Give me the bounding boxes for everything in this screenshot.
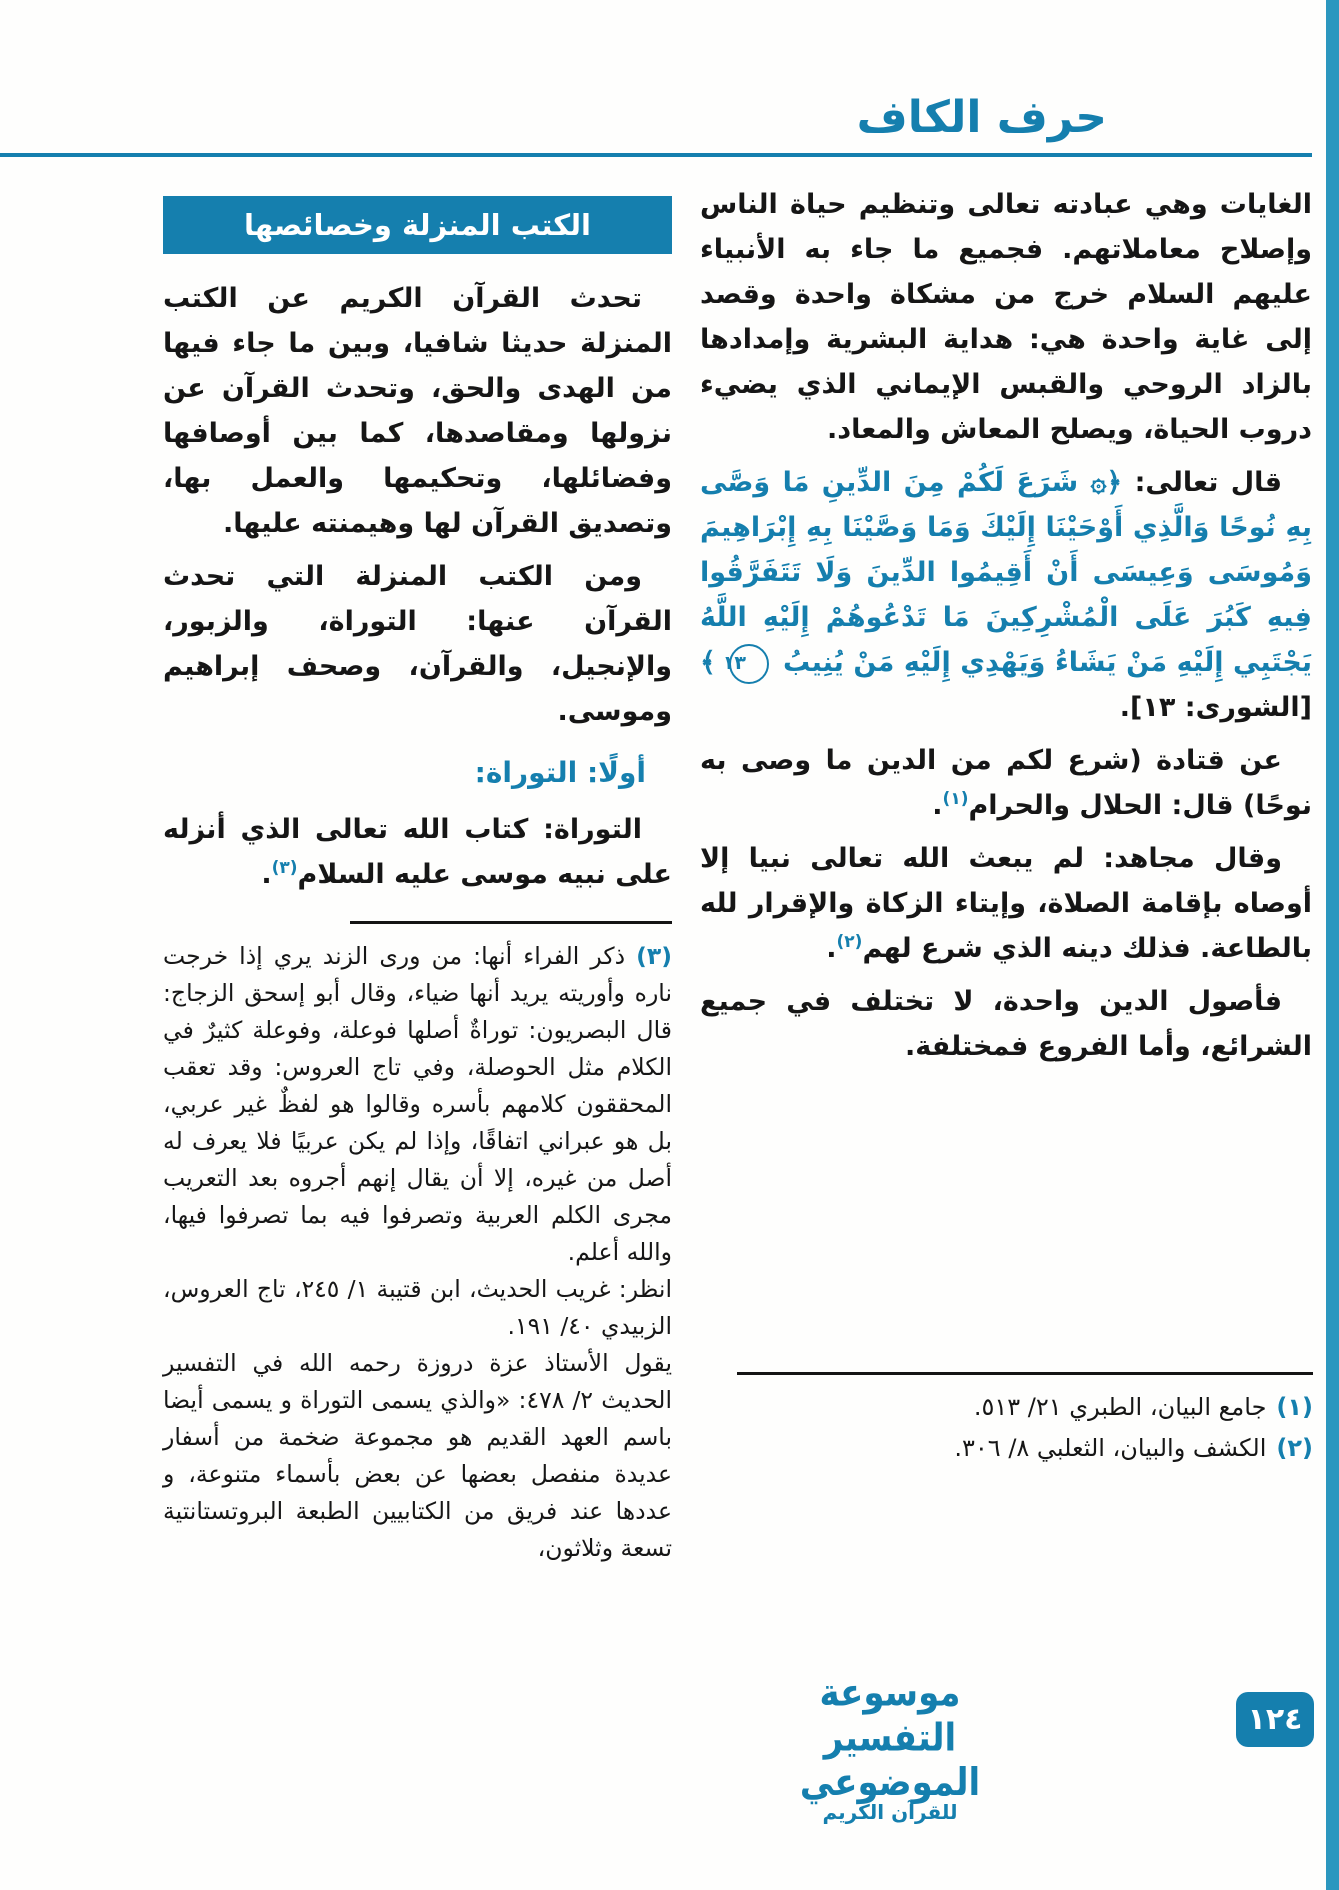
footnote-3-text: ذكر الفراء أنها: من ورى الزند يري إذا خرجت ناره وأوريته يريد أنها ضياء، وقال أبو إسحق الزجاج: قال البصريون: توراةٌ أصلها فوعلة، وفوعلة كثيرٌ في الكلام مثل الحوصلة، وفي تاج العروس: وقد تعقب المحققون كلامهم بأسره وقالوا هو لفظٌ غير عربي، بل هو عبراني اتفاقًا، وإذا لم يكن عربيًا فلا يعرف له أصل من غيره، إلا أن يقال إنهم أجروه بعد التعريب مجرى الكلم العربية وتصرفوا فيه بما تصرفوا فيها، والله أعلم. bbox=[163, 942, 672, 1266]
reference-1-text: جامع البيان، الطبري ٢١/ ٥١٣. bbox=[973, 1393, 1267, 1421]
verse-paragraph bbox=[700, 460, 1312, 730]
verse-lead: قال تعالى: bbox=[1134, 467, 1283, 498]
ayah-number-ornament: ١٣ bbox=[729, 644, 769, 684]
footnote-separator-right bbox=[737, 1372, 1313, 1375]
paragraph-tawrah-def bbox=[163, 807, 672, 897]
main-column bbox=[700, 182, 1312, 1077]
reference-1-number: (١) bbox=[1276, 1393, 1313, 1421]
emblem-title: موسوعة التفسير الموضوعي bbox=[799, 1670, 981, 1806]
chapter-title: حرف الكاف bbox=[856, 92, 1107, 143]
paragraph-qatada-text: عن قتادة (شرع لكم من الدين ما وصى به نوحًا) قال: الحلال والحرام bbox=[700, 745, 1312, 821]
emblem-subtitle: للقرآن الكريم bbox=[822, 1800, 958, 1824]
paragraph-books-intro: تحدث القرآن الكريم عن الكتب المنزلة حديثا شافيا، وبين ما جاء فيها من الهدى والحق، وتحدث القرآن عن نزولها ومقاصدها، كما بين أوصافها وفضائلها، وتحكيمها والعمل بها، وتصديق القرآن لها وهيمنته عليها. bbox=[163, 283, 672, 539]
reference-2 bbox=[737, 1428, 1313, 1469]
footnote-3-number: (٣) bbox=[636, 942, 672, 970]
paragraph-tawrah-def-text: التوراة: كتاب الله تعالى الذي أنزله على نبيه موسى عليه السلام bbox=[163, 814, 672, 890]
verse-open-ornament: ﴿۞ bbox=[1090, 467, 1123, 498]
paragraph-books-list: ومن الكتب المنزلة التي تحدث القرآن عنها: التوراة، والزبور، والإنجيل، والقرآن، وصحف إبراهيم وموسى. bbox=[163, 561, 672, 727]
period: . bbox=[261, 859, 272, 890]
reference-1 bbox=[737, 1387, 1313, 1428]
subheading-tawrah: أولًا: التوراة: bbox=[474, 756, 646, 789]
footnote-marker-2: (٢) bbox=[836, 932, 863, 952]
secondary-column-text bbox=[163, 276, 672, 897]
secondary-column bbox=[163, 196, 672, 1567]
verse-reference: [الشورى: ١٣]. bbox=[1119, 692, 1312, 723]
page-number-badge: ١٢٤ bbox=[1236, 1692, 1314, 1747]
quran-verse-text: شَرَعَ لَكُمْ مِنَ الدِّينِ مَا وَصَّى بِهِ نُوحًا وَالَّذِي أَوْحَيْنَا إِلَيْكَ وَمَا وَصَّيْنَا بِهِ إِبْرَاهِيمَ وَمُوسَى وَعِيسَى أَنْ أَقِيمُوا الدِّينَ وَلَا تَتَفَرَّقُوا فِيهِ كَبُرَ عَلَى الْمُشْرِكِينَ مَا تَدْعُوهُمْ إِلَيْهِ اللَّهُ يَجْتَبِي إِلَيْهِ مَنْ يَشَاءُ وَيَهْدِي إِلَيْهِ مَنْ يُنِيبُ bbox=[700, 467, 1312, 678]
paragraph-mujahid-text: وقال مجاهد: لم يبعث الله تعالى نبيا إلا أوصاه بإقامة الصلاة، وإيتاء الزكاة والإقرار لله بالطاعة. فذلك دينه الذي شرع لهم bbox=[700, 843, 1312, 964]
paragraph-qatada bbox=[700, 738, 1312, 828]
references-block bbox=[737, 1372, 1313, 1469]
paragraph-mujahid bbox=[700, 836, 1312, 971]
publisher-emblem bbox=[750, 1670, 1030, 1824]
footnote-marker-1: (١) bbox=[942, 789, 969, 809]
header-rule bbox=[0, 153, 1312, 157]
period: . bbox=[932, 790, 943, 821]
reference-2-number: (٢) bbox=[1276, 1434, 1313, 1462]
paragraph-usul: فأصول الدين واحدة، لا تختلف في جميع الشرائع، وأما الفروع فمختلفة. bbox=[700, 986, 1312, 1062]
section-title-box: الكتب المنزلة وخصائصها bbox=[163, 196, 672, 254]
footnote-3-block bbox=[163, 938, 672, 1567]
footnote-separator-left bbox=[350, 921, 672, 924]
footnote-marker-3: (٣) bbox=[271, 858, 298, 878]
period: . bbox=[826, 933, 837, 964]
footnote-3-quote: يقول الأستاذ عزة دروزة رحمه الله في التفسير الحديث ٢/ ٤٧٨: «والذي يسمى التوراة و يسمى أيضا باسم العهد القديم هو مجموعة ضخمة من أسفار عديدة منفصل بعضها عن بعض بأسماء متنوعة، و عددها عند فريق من الكتابيين الطبعة البروتستانتية تسعة وثلاثون، bbox=[163, 1349, 673, 1562]
paragraph-intro: الغايات وهي عبادته تعالى وتنظيم حياة الناس وإصلاح معاملاتهم. فجميع ما جاء به الأنبياء عليهم السلام خرج من مشكاة واحدة وقصد إلى غاية واحدة هي: هداية البشرية وإمدادها بالزاد الروحي والقبس الإيماني الذي يضيء دروب الحياة، ويصلح المعاش والمعاد. bbox=[700, 189, 1312, 445]
verse-close-ornament: ﴾ bbox=[700, 647, 716, 678]
footnote-3-body bbox=[163, 938, 672, 1271]
page-edge-strip bbox=[1326, 0, 1339, 1890]
reference-2-text: الكشف والبيان، الثعلبي ٨/ ٣٠٦. bbox=[954, 1434, 1267, 1462]
footnote-3-reference: انظر: غريب الحديث، ابن قتيبة ١/ ٢٤٥، تاج العروس، الزبيدي ٤٠/ ١٩١. bbox=[163, 1275, 673, 1340]
